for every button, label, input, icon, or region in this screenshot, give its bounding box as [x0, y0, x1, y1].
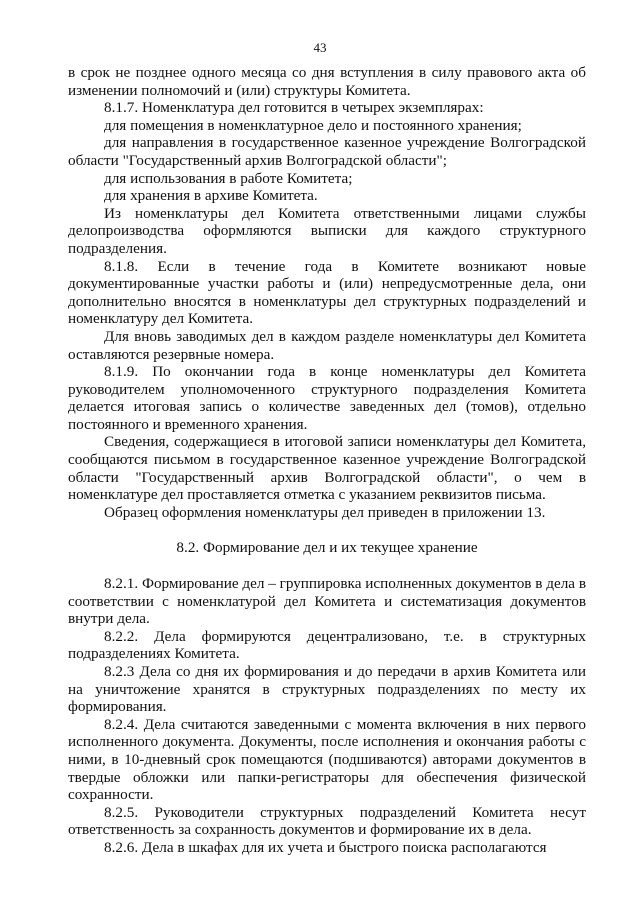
list-item: для помещения в номенклатурное дело и постоянного хранения;	[104, 116, 522, 134]
paragraph: 8.1.9. По окончании года в конце номенклатуры дел Комитета руководителем уполномоченного структурного подразделения Комитета делается итоговая запись о количестве заведенных дел (томов), отдельно постоянного и временного хранения.	[68, 363, 586, 433]
paragraph: 8.2.6. Дела в шкафах для их учета и быстрого поиска располагаются	[104, 838, 547, 856]
paragraph: Образец оформления номенклатуры дел приведен в приложении 13.	[104, 503, 546, 521]
page-number: 43	[313, 40, 327, 55]
paragraph: Для вновь заводимых дел в каждом разделе номенклатуры дел Комитета оставляются резервные номера.	[68, 327, 586, 363]
paragraph: 8.2.3 Дела со дня их формирования и до передачи в архив Комитета или на уничтожение хранятся в структурных подразделениях по месту их формирования.	[68, 663, 586, 716]
paragraph: 8.2.1. Формирование дел – группировка исполненных документов в дела в соответствии с номенклатурой дел Комитета и систематизация документов внутри дела.	[68, 575, 587, 628]
paragraph: 8.2.5. Руководители структурных подразделений Комитета несут ответственность за сохранность документов и формирование их в дела.	[68, 803, 586, 839]
list-item: для использования в работе Комитета;	[104, 169, 353, 187]
paragraph: Сведения, содержащиеся в итоговой записи номенклатуры дел Комитета, сообщаются письмом в государственное казенное учреждение Волгоградской области "Государственный архив Волгоградской области", о чем в номенклатуре дел проставляется отметка с указанием реквизитов письма.	[68, 433, 586, 504]
list-item: для направления в государственное казенное учреждение Волгоградской области "Государственный архив Волгоградской области";	[68, 134, 586, 169]
paragraph: Из номенклатуры дел Комитета ответственными лицами службы делопроизводства оформляются выписки для каждого структурного подразделения.	[68, 204, 586, 257]
document-body	[68, 64, 586, 857]
paragraph: 8.2.4. Дела считаются заведенными с момента включения в них первого исполненного документа. Документы, после исполнения и окончания работы с ними, в 10-дневный срок помещаются (подшиваются) авторами документов в твердые обложки или папки-регистраторы для обеспечения физической сохранности.	[68, 715, 586, 804]
paragraph: 8.1.7. Номенклатура дел готовится в четырех экземплярах:	[104, 99, 484, 117]
paragraph: 8.1.8. Если в течение года в Комитете возникают новые документированные участки работы и (или) непредусмотренные дела, они дополнительно вносятся в номенклатуры дел структурных подразделений и номенклатуру дел Комитета.	[68, 257, 586, 328]
paragraph: 8.2.2. Дела формируются децентрализовано, т.е. в структурных подразделениях Комитета.	[68, 627, 586, 663]
paragraph: в срок не позднее одного месяца со дня вступления в силу правового акта об изменении полномочий и (или) структуры Комитета.	[68, 64, 586, 99]
section-title: 8.2. Формирование дел и их текущее хранение	[176, 539, 478, 557]
list-item: для хранения в архиве Комитета.	[104, 187, 318, 205]
